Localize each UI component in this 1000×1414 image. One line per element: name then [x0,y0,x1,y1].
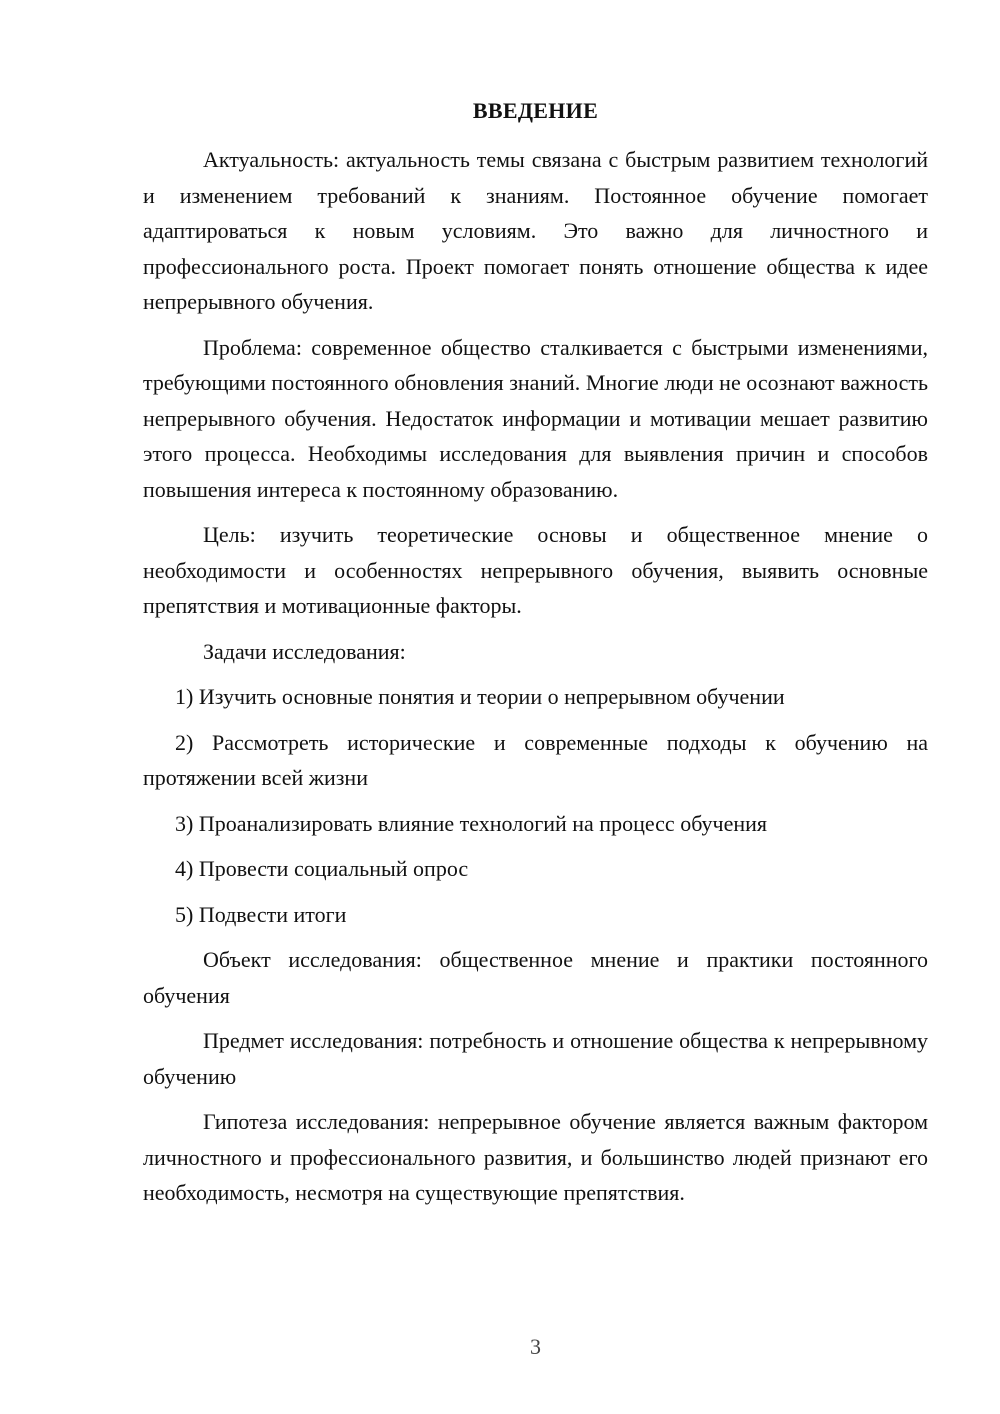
paragraph-tasks-heading: Задачи исследования: [203,638,406,664]
page-number: 3 [530,1334,541,1359]
paragraph-object: Объект исследования: общественное мнение и практики постоянного обучения [143,947,928,1008]
section-heading: ВВЕДЕНИЕ [472,98,599,123]
task-item-2: 2) Рассмотреть исторические и современные подходы к обучению на протяжении всей жизни [143,729,928,790]
document-body [143,142,928,1221]
paragraph-hypothesis: Гипотеза исследования: непрерывное обучение является важным фактором личностного и профессионального развития, и большинство людей признают его необходимость, несмотря на существующие препятствия. [143,1109,928,1205]
paragraph-subject: Предмет исследования: потребность и отношение общества к непрерывному обучению [143,1028,928,1089]
task-item-1: 1) Изучить основные понятия и теории о непрерывном обучении [175,684,785,709]
paragraph-problem: Проблема: современное общество сталкивается с быстрыми изменениями, требующими постоянного обновления знаний. Многие люди не осознают важность непрерывного обучения. Недостаток информации и мотивации мешает развитию этого процесса. Необходимы исследования для выявления причин и способов повышения интереса к постоянному образованию. [143,334,928,502]
paragraph-goal: Цель: изучить теоретические основы и общественное мнение о необходимости и особенностях непрерывного обучения, выявить основные препятствия и мотивационные факторы. [143,522,928,618]
task-item-4: 4) Провести социальный опрос [175,856,469,881]
paragraph-relevance: Актуальность: актуальность темы связана с быстрым развитием технологий и изменением требований к знаниям. Постоянное обучение помогает адаптироваться к новым условиям. Это важно для личностного и профессионального роста. Проект помогает понять отношение общества к идее непрерывного обучения. [143,147,928,314]
task-item-3: 3) Проанализировать влияние технологий на процесс обучения [175,810,768,836]
document-page [143,0,928,1414]
task-item-5: 5) Подвести итоги [175,901,347,927]
